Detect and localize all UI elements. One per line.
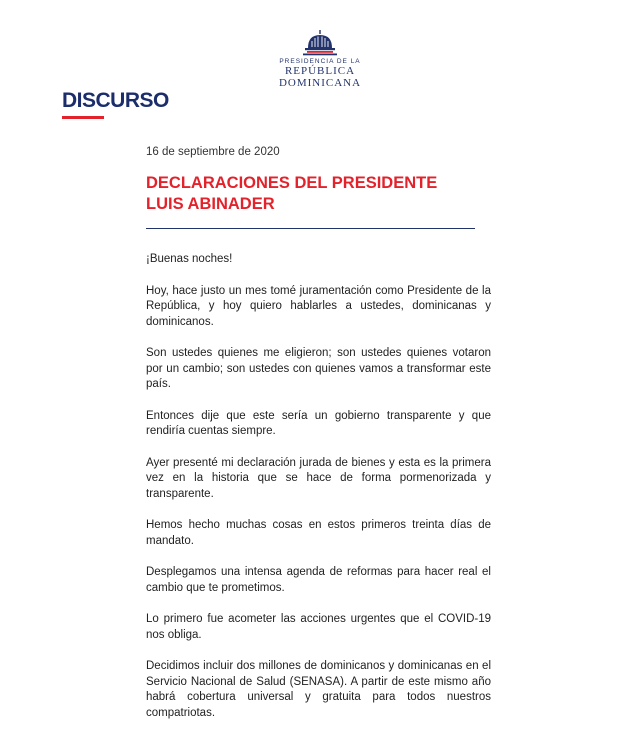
speech-paragraph: Hoy, hace justo un mes tomé juramentación como Presidente de la República, y hoy quiero hablarles a ustedes, dominicanas y dominicanos. [146,284,491,328]
logo-subtitle: PRESIDENCIA DE LA [279,58,361,65]
speech-date: 16 de septiembre de 2020 [146,146,280,158]
speech-paragraph: Lo primero fue acometer las acciones urgentes que el COVID-19 nos obliga. [146,613,491,641]
speech-paragraph: ¡Buenas noches! [146,253,233,265]
presidency-logo [250,30,390,89]
speech-body [146,252,491,737]
speech-title: DECLARACIONES DEL PRESIDENTE LUIS ABINADER [146,174,438,213]
palace-dome-icon [300,30,340,56]
section-label: DISCURSO [62,89,169,112]
speech-paragraph: Entonces dije que este sería un gobierno transparente y que rendiría cuentas siempre. [146,409,491,437]
speech-paragraph: Ayer presenté mi declaración jurada de bienes y esta es la primera vez en la historia que se hace de forma pormenorizada y transparente. [146,456,491,500]
logo-title: REPÚBLICA DOMINICANA [278,65,362,89]
section-underline [62,116,104,119]
speech-paragraph: Decidimos incluir dos millones de dominicanos y dominicanas en el Servicio Nacional de Salud (SENASA). A partir de este mismo año habrá cobertura universal y gratuita para todos nuestros compatriotas. [146,660,491,719]
speech-paragraph: Hemos hecho muchas cosas en estos primeros treinta días de mandato. [146,519,491,547]
speech-paragraph: Desplegamos una intensa agenda de reformas para hacer real el cambio que te prometimos. [146,566,491,594]
speech-paragraph: Son ustedes quienes me eligieron; son ustedes quienes votaron por un cambio; son ustedes con quienes vamos a transformar este país. [146,347,491,390]
title-divider [146,228,475,229]
